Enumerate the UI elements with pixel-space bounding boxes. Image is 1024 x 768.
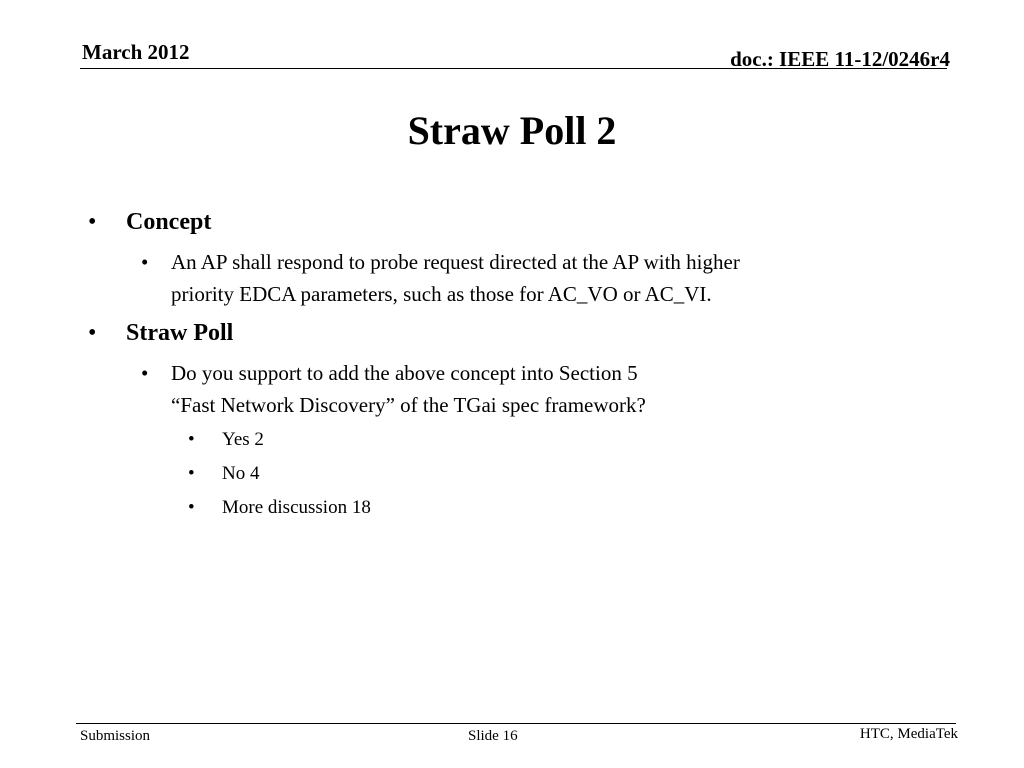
- bullet-concept-label: Concept: [126, 209, 212, 235]
- bullet-marker: •: [141, 361, 149, 385]
- slide-title: Straw Poll 2: [407, 108, 617, 153]
- bullet-concept-line-2: priority EDCA parameters, such as those for AC_VO or AC_VI.: [171, 282, 712, 306]
- bullet-marker: •: [88, 209, 97, 235]
- poll-result-more-discussion: [188, 496, 371, 520]
- bullet-straw-poll: [88, 318, 234, 348]
- bullet-straw-poll-label: Straw Poll: [126, 320, 234, 346]
- footer-authors: HTC, MediaTek: [859, 726, 958, 742]
- bullet-marker: •: [88, 320, 97, 346]
- bullet-poll-question-line-2: “Fast Network Discovery” of the TGai spec framework?: [171, 393, 646, 417]
- bullet-marker: •: [188, 429, 195, 450]
- bullet-concept-line-1: An AP shall respond to probe request directed at the AP with higher: [171, 250, 740, 274]
- bullet-marker: •: [188, 497, 195, 518]
- header-divider: [80, 68, 947, 69]
- poll-result-no: [188, 462, 260, 486]
- poll-result-yes-text: Yes 2: [222, 429, 264, 450]
- poll-result-yes: [188, 428, 264, 452]
- bullet-concept-detail: [141, 246, 740, 310]
- header-doc-id: doc.: IEEE 11-12/0246r4: [730, 47, 950, 71]
- bullet-poll-question: [141, 357, 646, 421]
- bullet-marker: •: [188, 463, 195, 484]
- bullet-poll-question-line-1: Do you support to add the above concept into Section 5: [171, 361, 638, 385]
- footer-divider: [76, 723, 956, 724]
- footer-slide-number: Slide 16: [468, 728, 518, 744]
- bullet-marker: •: [141, 250, 149, 274]
- poll-result-more-discussion-text: More discussion 18: [222, 497, 371, 518]
- bullet-concept: [88, 207, 212, 237]
- header-date: March 2012: [82, 40, 190, 64]
- footer-submission: Submission: [80, 728, 151, 744]
- poll-result-no-text: No 4: [222, 463, 260, 484]
